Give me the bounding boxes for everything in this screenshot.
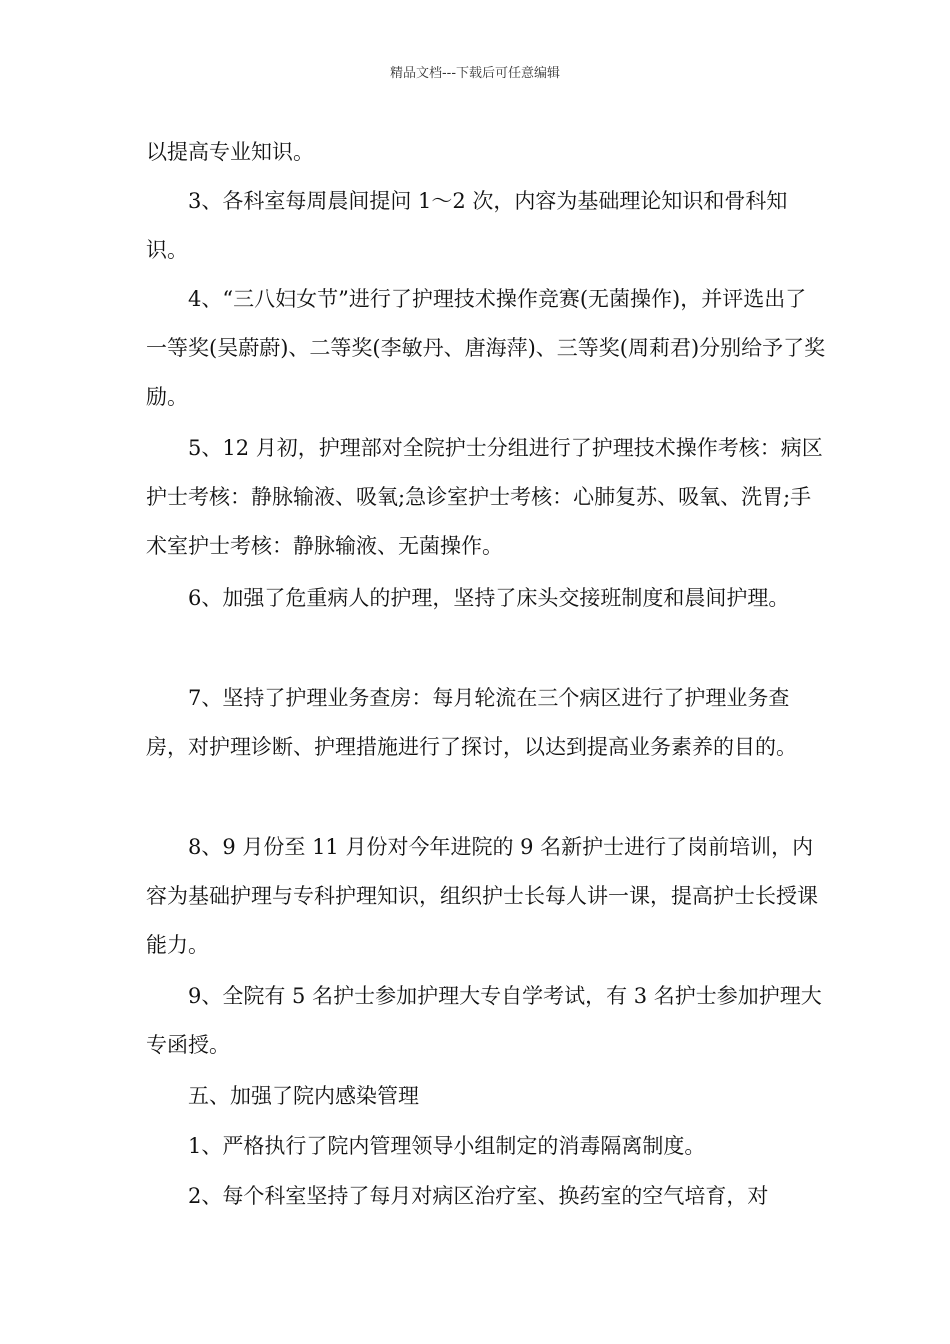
paragraph-item-6: 6、加强了危重病人的护理，坚持了床头交接班制度和晨间护理。 bbox=[188, 586, 790, 610]
section-heading: 五、加强了院内感染管理 bbox=[188, 1084, 419, 1108]
paragraph-subitem-2: 2、每个科室坚持了每月对病区治疗室、换药室的空气培育，对 bbox=[188, 1184, 769, 1208]
paragraph-item-7: 7、坚持了护理业务查房：每月轮流在三个病区进行了护理业务查房，对护理诊断、护理措施进行了探讨，以达到提高业务素养的目的。 bbox=[146, 686, 797, 759]
paragraph-item-4: 4、“三八妇女节”进行了护理技术操作竞赛(无菌操作)，并评选出了一等奖(吴蔚蔚)、二等奖(李敏丹、唐海萍)、三等奖(周莉君)分别给予了奖励。 bbox=[146, 287, 826, 409]
paragraph-continuation: 以提高专业知识。 bbox=[146, 140, 314, 164]
paragraph-item-3: 3、各科室每周晨间提问 1～2 次，内容为基础理论知识和骨科知识。 bbox=[146, 189, 788, 262]
page-header: 精品文档---下载后可任意编辑 bbox=[389, 66, 561, 81]
paragraph-item-5: 5、12 月初，护理部对全院护士分组进行了护理技术操作考核：病区护士考核：静脉输液、吸氧;急诊室护士考核：心肺复苏、吸氧、洗胃;手术室护士考核：静脉输液、无菌操作。 bbox=[146, 436, 823, 558]
paragraph-item-8: 8、9 月份至 11 月份对今年进院的 9 名新护士进行了岗前培训，内容为基础护理与专科护理知识，组织护士长每人讲一课，提高护士长授课能力。 bbox=[146, 835, 818, 957]
paragraph-subitem-1: 1、严格执行了院内管理领导小组制定的消毒隔离制度。 bbox=[188, 1134, 706, 1158]
paragraph-item-9: 9、全院有 5 名护士参加护理大专自学考试，有 3 名护士参加护理大专函授。 bbox=[146, 984, 822, 1057]
